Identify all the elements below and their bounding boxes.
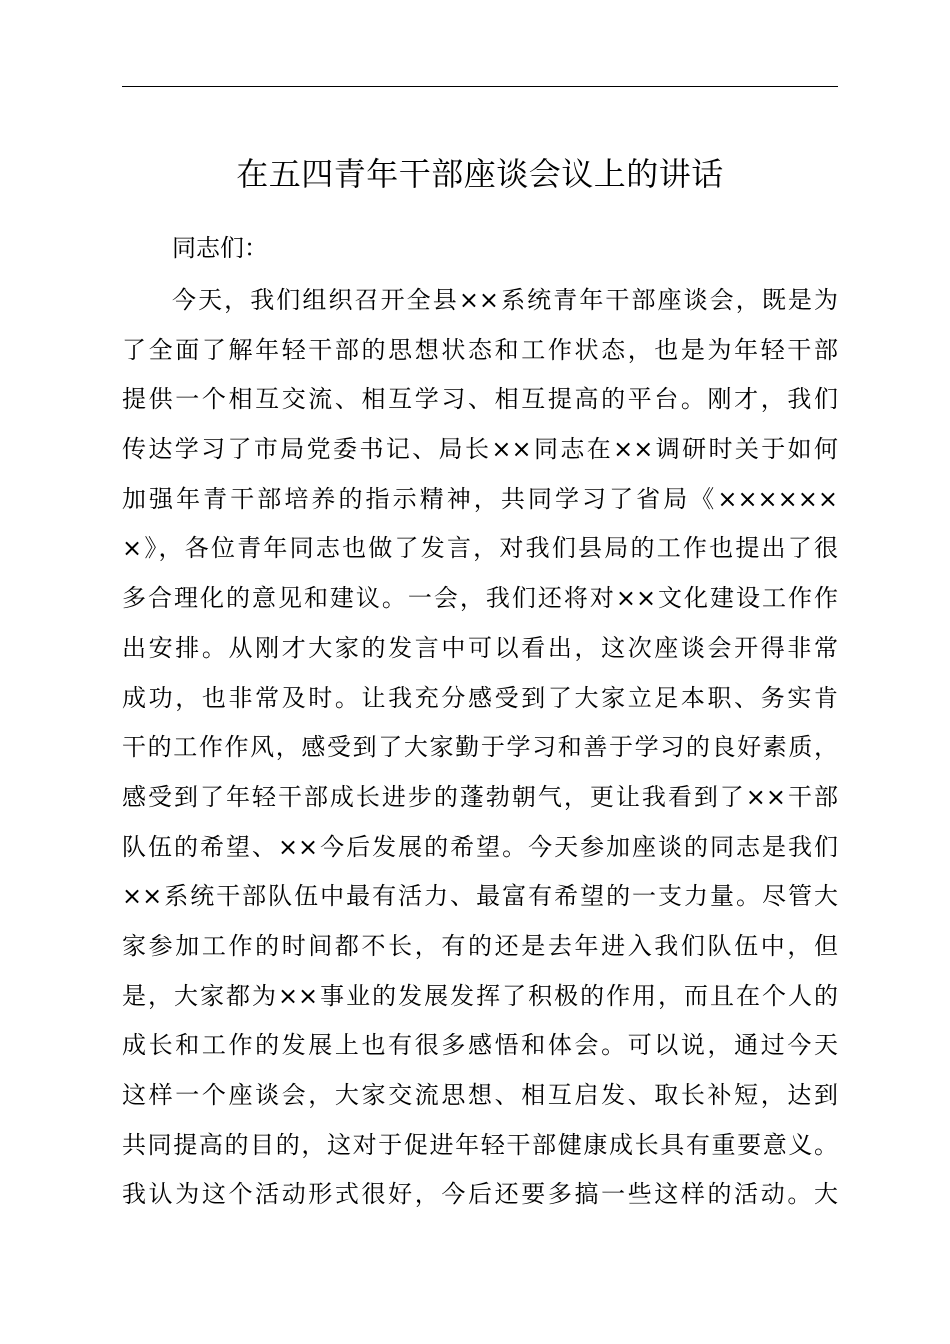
body-paragraph: [122, 276, 838, 1220]
body-line: 感受到了年轻干部成长进步的蓬勃朝气，更让我看到了××干部: [122, 782, 838, 811]
document-title: 在五四青年干部座谈会议上的讲话: [236, 155, 724, 193]
body-line: ××系统干部队伍中最有活力、最富有希望的一支力量。尽管大: [122, 882, 838, 911]
body-line: 是，大家都为××事业的发展发挥了积极的作用，而且在个人的: [122, 981, 838, 1010]
salutation: 同志们：: [172, 234, 268, 262]
body-line: 传达学习了市局党委书记、局长××同志在××调研时关于如何: [122, 435, 838, 464]
body-line: 我认为这个活动形式很好，今后还要多搞一些这样的活动。大: [122, 1180, 838, 1209]
body-line: 这样一个座谈会，大家交流思想、相互启发、取长补短，达到: [122, 1081, 838, 1109]
body-line: 成功，也非常及时。让我充分感受到了大家立足本职、务实肯: [122, 683, 838, 712]
body-line: 多合理化的意见和建议。一会，我们还将对××文化建设工作作: [122, 584, 838, 613]
body-line: 干的工作作风，感受到了大家勤于学习和善于学习的良好素质，: [122, 733, 838, 762]
body-line: 加强年青干部培养的指示精神，共同学习了省局《××××××: [122, 484, 838, 513]
body-line: 队伍的希望、××今后发展的希望。今天参加座谈的同志是我们: [122, 832, 838, 861]
body-line: 今天，我们组织召开全县××系统青年干部座谈会，既是为: [172, 286, 838, 314]
body-line: 了全面了解年轻干部的思想状态和工作状态，也是为年轻干部: [122, 335, 838, 364]
body-line: 出安排。从刚才大家的发言中可以看出，这次座谈会开得非常: [122, 633, 838, 662]
body-line: 提供一个相互交流、相互学习、相互提高的平台。刚才，我们: [122, 385, 838, 414]
header-rule: [122, 86, 838, 87]
body-line: ×》，各位青年同志也做了发言，对我们县局的工作也提出了很: [122, 534, 838, 563]
body-line: 成长和工作的发展上也有很多感悟和体会。可以说，通过今天: [122, 1031, 838, 1060]
body-line: 共同提高的目的，这对于促进年轻干部健康成长具有重要意义。: [122, 1130, 838, 1159]
body-line: 家参加工作的时间都不长，有的还是去年进入我们队伍中，但: [122, 931, 838, 960]
